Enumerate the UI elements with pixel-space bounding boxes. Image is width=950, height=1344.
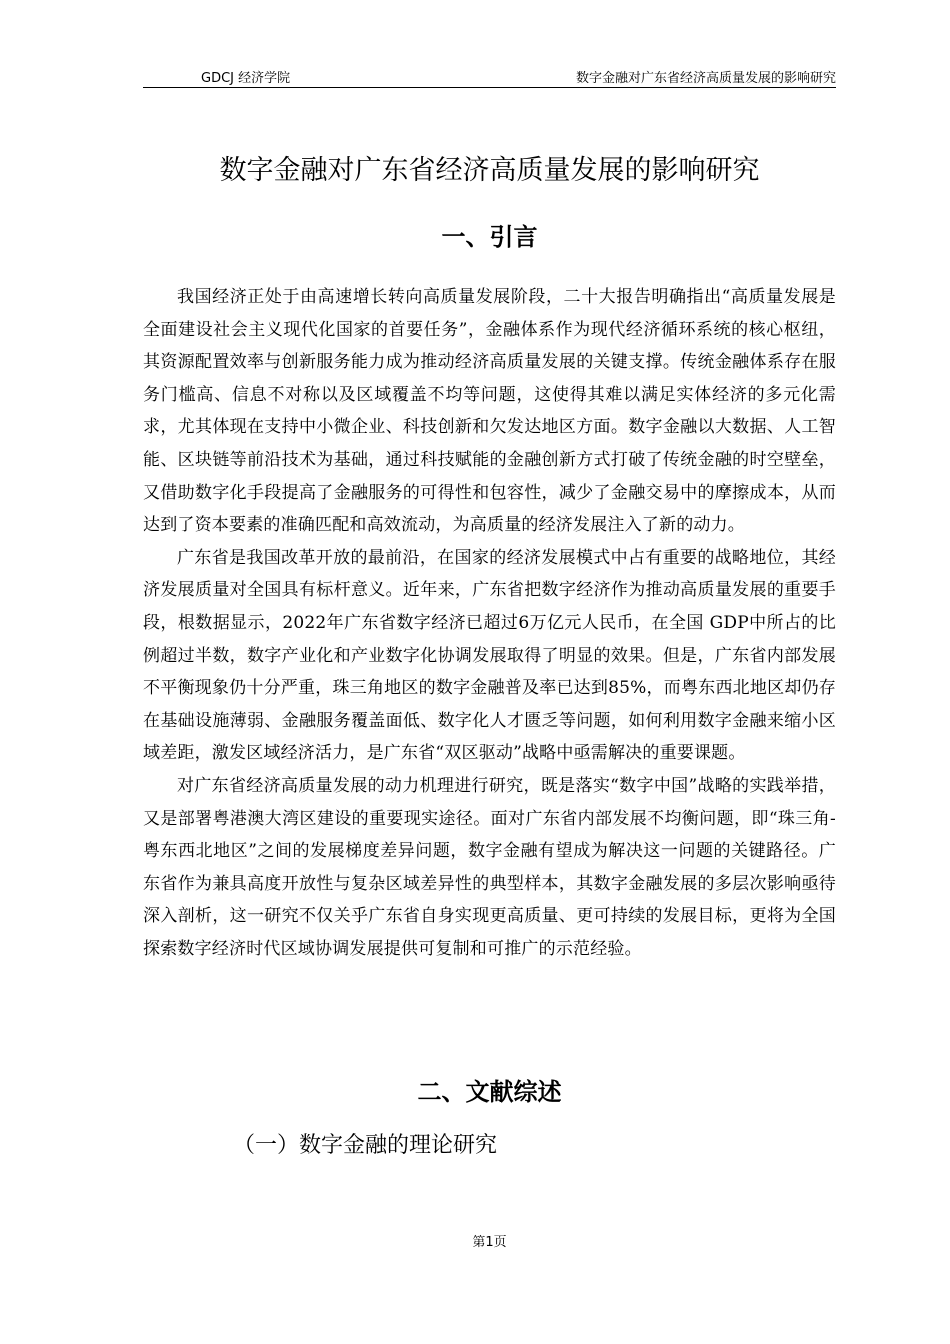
- header-left: GDCJ 经济学院: [201, 71, 291, 86]
- header-right: 数字金融对广东省经济高质量发展的影响研究: [575, 71, 836, 86]
- page-number: 第1页: [472, 1235, 507, 1250]
- page-header: [143, 67, 836, 88]
- paper-title: 数字金融对广东省经济高质量发展的影响研究: [219, 155, 760, 186]
- section-heading-intro: 一、引言: [441, 223, 538, 251]
- paragraph: 我国经济正处于由高速增长转向高质量发展阶段，二十大报告明确指出“高质量发展是全面建设社会主义现代化国家的首要任务”，金融体系作为现代经济循环系统的核心枢纽，其资源配置效率与创新服务能力成为推动经济高质量发展的关键支撑。传统金融体系存在服务门槛高、信息不对称以及区域覆盖不均等问题，这使得其难以满足实体经济的多元化需求，尤其体现在支持中小微企业、科技创新和欠发达地区方面。数字金融以大数据、人工智能、区块链等前沿技术为基础，通过科技赋能的金融创新方式打破了传统金融的时空壁垒，又借助数字化手段提高了金融服务的可得性和包容性，减少了金融交易中的摩擦成本，从而达到了资本要素的准确匹配和高效流动，为高质量的经济发展注入了新的动力。: [143, 287, 836, 536]
- paragraph: 广东省是我国改革开放的最前沿，在国家的经济发展模式中占有重要的战略地位，其经济发展质量对全国具有标杆意义。近年来，广东省把数字经济作为推动高质量发展的重要手段，根数据显示，2022年广东省数字经济已超过6万亿元人民币，在全国 GDP中所占的比例超过半数，数字产业化和产业数字化协调发展取得了明显的效果。但是，广东省内部发展不平衡现象仍十分严重，珠三角地区的数字金融普及率已达到85%，而粤东西北地区却仍存在基础设施薄弱、金融服务覆盖面低、数字化人才匮乏等问题，如何利用数字金融来缩小区域差距，激发区域经济活力，是广东省“双区驱动”战略中亟需解决的重要课题。: [143, 547, 836, 764]
- intro-body: [143, 281, 836, 965]
- paragraph: 对广东省经济高质量发展的动力机理进行研究，既是落实“数字中国”战略的实践举措，又是部署粤港澳大湾区建设的重要现实途径。面对广东省内部发展不均衡问题，即“珠三角-粤东西北地区”之间的发展梯度差异问题，数字金融有望成为解决这一问题的关键路径。广东省作为兼具高度开放性与复杂区域差异性的典型样本，其数字金融发展的多层次影响亟待深入剖析，这一研究不仅关乎广东省自身实现更高质量、更可持续的发展目标，更将为全国探索数字经济时代区域协调发展提供可复制和可推广的示范经验。: [143, 775, 836, 959]
- subsection-heading: （一）数字金融的理论研究: [233, 1133, 498, 1158]
- section-heading-literature: 二、文献综述: [417, 1078, 562, 1106]
